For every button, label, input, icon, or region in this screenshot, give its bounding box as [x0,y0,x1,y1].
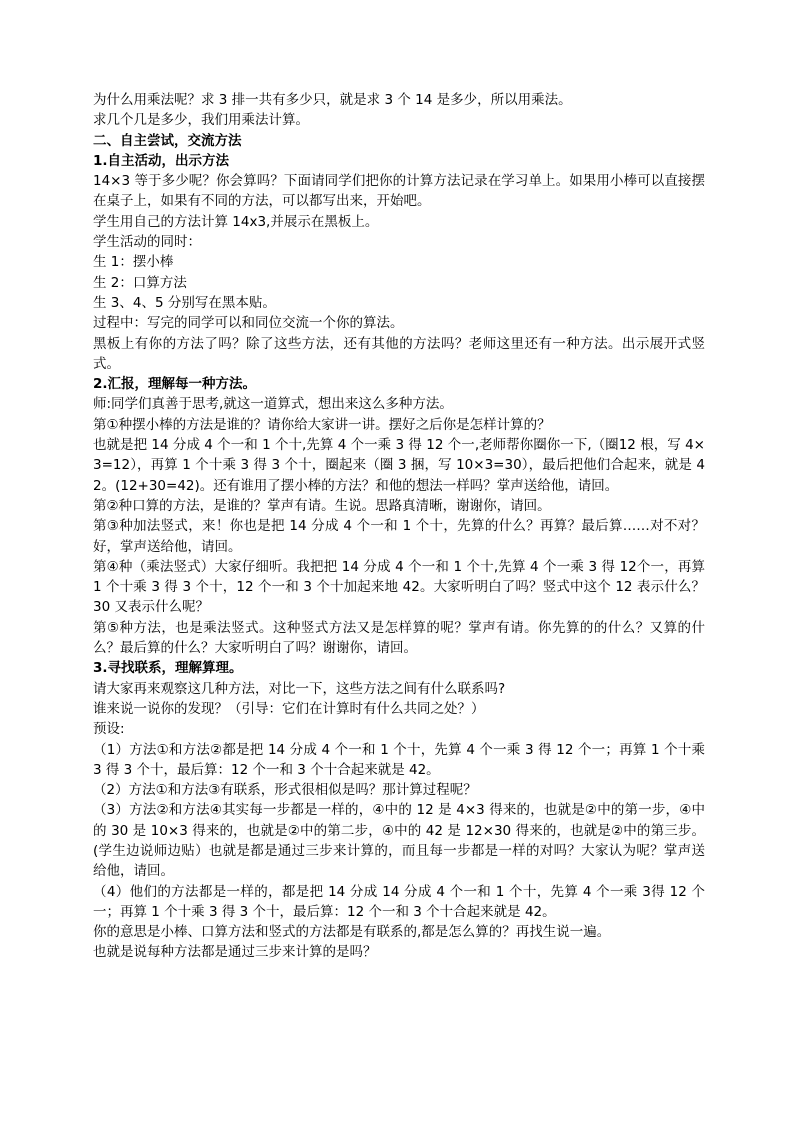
text-line: （3）方法②和方法④其实每一步都是一样的，④中的 12 是 4×3 得来的，也就是②中的第一步，④中的 30 是 10×3 得来的，也就是②中的第二步，④中的 42 是 12×30 得来的，也就是②中的第三步。(学生边说师边贴）也就是都是通过三步来计算的，而且每一步都是一样的对吗？大家认为呢？掌声送给他，请回。 [93,802,705,880]
text-line: 生 1：摆小棒 [93,254,174,271]
text-line: 也就是把 14 分成 4 个一和 1 个十,先算 4 个一乘 3 得 12 个一,老师帮你圈你一下,（圈12 根，写 4×3=12），再算 1 个十乘 3 得 3 个十，圈起来（圈 3 捆，写 10×3=30），最后把他们合起来，就是 42。(12+30=42)。还有谁用了摆小棒的方法？和他的想法一样吗？掌声送给他，请回。 [93,437,705,494]
text-line: 谁来说一说你的发现？（引导：它们在计算时有什么共同之处？） [93,700,485,717]
text-line: 学生用自己的方法计算 14x3,并展示在黑板上。 [93,213,379,230]
text-line: 第①种摆小棒的方法是谁的？请你给大家讲一讲。摆好之后你是怎样计算的？ [93,416,551,433]
document-page [93,90,705,963]
text-line: （1）方法①和方法②都是把 14 分成 4 个一和 1 个十，先算 4 个一乘 3 得 12 个一；再算 1 个十乘 3 得 3 个十，最后算：12 个一和 3 个十合起来就是 42。 [93,741,705,778]
text-line: 学生活动的同时： [93,234,201,251]
text-line: 第③种加法竖式，来！你也是把 14 分成 4 个一和 1 个十，先算的什么？再算？最后算……对不对？好，掌声送给他，请回。 [93,518,705,555]
text-line: 求几个几是多少，我们用乘法计算。 [93,112,309,129]
text-line: 第⑤种方法，也是乘法竖式。这种竖式方法又是怎样算的呢？掌声有请。你先算的的什么？又算的什么？最后算的什么？大家听明白了吗？谢谢你，请回。 [93,619,705,657]
text-line: 为什么用乘法呢？求 3 排一共有多少只，就是求 3 个 14 是多少，所以用乘法。 [93,92,572,108]
text-line: 过程中：写完的同学可以和同位交流一个你的算法。 [93,315,404,332]
text-line: 黑板上有你的方法了吗？除了这些方法，还有其他的方法吗？老师这里还有一种方法。出示展开式竖式。 [93,335,705,372]
text-line: 预设: [93,721,125,738]
text-line: 第④种（乘法竖式）大家仔细听。我把把 14 分成 4 个一和 1 个十,先算 4 个一乘 3 得 12个一，再算 1 个十乘 3 得 3 个十，12 个一和 3 个十加起来地 42。大家听明白了吗？竖式中这个 12 表示什么？30 又表示什么呢？ [93,558,705,616]
text-line: 师:同学们真善于思考,就这一道算式，想出来这么多种方法。 [93,396,453,413]
text-line: 生 3、4、5 分别写在黑本贴。 [93,294,276,311]
text-line: （4）他们的方法都是一样的，都是把 14 分成 14 分成 4 个一和 1 个十，先算 4 个一乘 3得 12 个一；再算 1 个十乘 3 得 3 个十，最后算：12 个一和 3 个十合起来就是 42。 [93,883,705,920]
text-line: 也就是说每种方法都是通过三步来计算的是吗？ [93,944,377,961]
text-line: （2）方法①和方法③有联系，形式很相似是吗？那计算过程呢？ [93,782,477,799]
text-line: 你的意思是小棒、口算方法和竖式的方法都是有联系的,都是怎么算的？再找生说一遍。 [93,924,611,941]
text-line: 14×3 等于多少呢？你会算吗？下面请同学们把你的计算方法记录在学习单上。如果用小棒可以直接摆在桌子上，如果有不同的方法，可以都写出来，开始吧。 [93,173,705,210]
text-line: 生 2：口算方法 [93,274,187,291]
subsection-heading: 1.自主活动，出示方法 [93,152,230,169]
subsection-heading: 3.寻找联系，理解算理。 [93,660,243,677]
text-line: 第②种口算的方法，是谁的？掌声有请。生说。思路真清晰，谢谢你，请回。 [93,497,551,514]
text-line: 请大家再来观察这几种方法，对比一下，这些方法之间有什么联系吗? [93,680,506,697]
section-heading: 二、自主尝试，交流方法 [93,132,242,149]
subsection-heading: 2.汇报，理解每一种方法。 [93,376,257,393]
